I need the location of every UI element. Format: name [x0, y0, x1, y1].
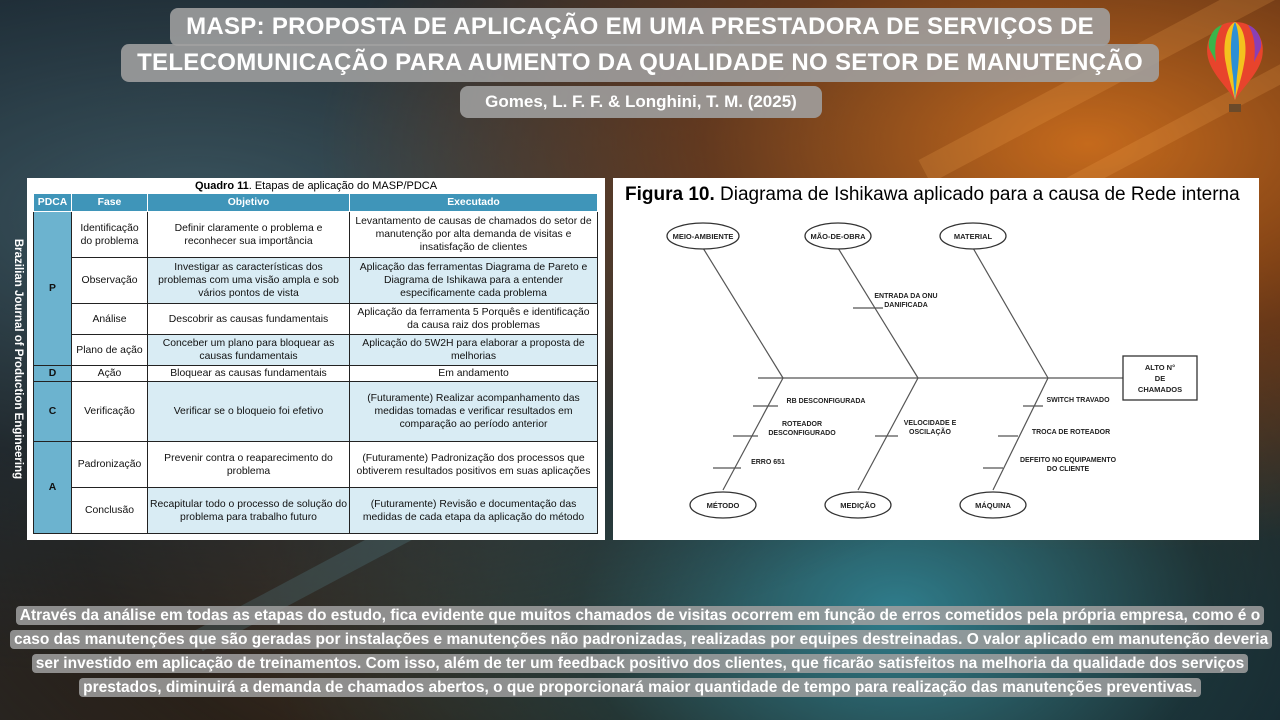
cause-rb: RB DESCONFIGURADA — [786, 398, 866, 405]
bone-material — [973, 248, 1048, 378]
cell-objetivo: Recapitular todo o processo de solução do problema para trabalho futuro — [148, 488, 350, 534]
category-metodo: MÉTODO — [706, 501, 740, 510]
cell-objetivo: Bloquear as causas fundamentais — [148, 366, 350, 382]
cell-executado: Em andamento — [350, 366, 598, 382]
cell-fase: Identificação do problema — [72, 212, 148, 258]
category-medicao: MEDIÇÃO — [840, 501, 876, 510]
masp-table-panel — [27, 178, 605, 540]
effect-line-2: DE — [1154, 374, 1166, 383]
table-row — [34, 382, 598, 442]
pdca-group-d: D — [34, 366, 72, 382]
cell-objetivo: Descobrir as causas fundamentais — [148, 304, 350, 335]
table-row — [34, 366, 598, 382]
header-objetivo: Objetivo — [148, 194, 350, 212]
cause-roteador-line1: ROTEADOR — [781, 421, 823, 428]
cell-objetivo: Investigar as características dos problemas com uma visão ampla e sob vários pontos de vista — [148, 258, 350, 304]
cause-onu-line2: DANIFICADA — [884, 302, 928, 309]
effect-line-1: ALTO N° — [1144, 363, 1176, 372]
table-row — [34, 304, 598, 335]
pdca-group-p: P — [34, 212, 72, 366]
cell-fase: Conclusão — [72, 488, 148, 534]
conclusion-paragraph: Através da análise em todas as etapas do estudo, fica evidente que muitos chamados de visitas ocorrem em função de erros cometidos pela própria empresa, como é o caso das manutenções que são geradas por instalações e manutenções não padronizadas, realizadas por equipes destreinadas. O valor aplicado em manutenção deveria ser investido em aplicação de treinamentos. Com isso, além de ter um feedback positivo dos clientes, que ficarão satisfeitos na melhoria da qualidade dos serviços prestados, diminuirá a demanda de chamados abertos, o que proporcionará maior quantidade de tempo para realização das manutenções preventivas. — [10, 606, 1272, 697]
title-line-2: TELECOMUNICAÇÃO PARA AUMENTO DA QUALIDADE NO SETOR DE MANUTENÇÃO — [121, 44, 1159, 82]
pdca-group-c: C — [34, 382, 72, 442]
journal-logo — [1200, 16, 1270, 126]
cell-executado: Aplicação das ferramentas Diagrama de Pareto e Diagrama de Ishikawa para a entender especificamente cada problema — [350, 258, 598, 304]
cell-executado: Levantamento de causas de chamados do setor de manutenção por alta demanda de visitas e insatisfação de clientes — [350, 212, 598, 258]
cell-executado: Aplicação da ferramenta 5 Porquês e identificação da causa raiz dos problemas — [350, 304, 598, 335]
conclusion-text — [10, 604, 1270, 700]
header-executado: Executado — [350, 194, 598, 212]
cell-executado: (Futuramente) Padronização dos processos que obtiverem resultados positivos em suas aplicações — [350, 442, 598, 488]
page-title — [0, 8, 1280, 82]
figure-title: Figura 10. Diagrama de Ishikawa aplicado para a causa de Rede interna — [625, 184, 1240, 205]
cause-onu-line1: ENTRADA DA ONU — [874, 293, 938, 300]
cell-fase: Observação — [72, 258, 148, 304]
table-row — [34, 442, 598, 488]
table-row — [34, 212, 598, 258]
journal-name-vertical: Brazilian Journal of Production Engineering — [12, 238, 24, 480]
cell-executado: (Futuramente) Revisão e documentação das medidas de cada etapa da aplicação do método — [350, 488, 598, 534]
table-row — [34, 335, 598, 366]
category-mao-de-obra: MÃO-DE-OBRA — [810, 232, 866, 241]
bone-mao-de-obra — [838, 248, 918, 378]
authors-label: Gomes, L. F. F. & Longhini, T. M. (2025) — [460, 86, 822, 118]
cause-velocidade-line1: VELOCIDADE E — [903, 420, 957, 427]
cell-objetivo: Definir claramente o problema e reconhecer sua importância — [148, 212, 350, 258]
header-fase: Fase — [72, 194, 148, 212]
cause-roteador-line2: DESCONFIGURADO — [768, 430, 836, 437]
table-row — [34, 488, 598, 534]
cause-troca-roteador: TROCA DE ROTEADOR — [1031, 429, 1111, 436]
effect-line-3: CHAMADOS — [1137, 385, 1183, 394]
cause-defeito-line2: DO CLIENTE — [1046, 466, 1090, 473]
cause-erro-651: ERRO 651 — [751, 459, 785, 466]
ishikawa-figure-panel — [613, 178, 1259, 540]
table-caption: Quadro 11. Etapas de aplicação do MASP/PDCA — [194, 180, 438, 192]
cell-fase: Plano de ação — [72, 335, 148, 366]
category-material: MATERIAL — [953, 232, 993, 241]
cell-fase: Padronização — [72, 442, 148, 488]
cell-objetivo: Conceber um plano para bloquear as causas fundamentais — [148, 335, 350, 366]
masp-pdca-table — [33, 193, 598, 534]
category-meio-ambiente: MEIO-AMBIENTE — [672, 232, 734, 241]
ishikawa-diagram — [613, 208, 1259, 538]
cell-objetivo: Verificar se o bloqueio foi efetivo — [148, 382, 350, 442]
bone-meio-ambiente — [703, 248, 783, 378]
category-maquina: MÁQUINA — [975, 501, 1011, 510]
cause-switch: SWITCH TRAVADO — [1046, 397, 1110, 404]
cell-fase: Ação — [72, 366, 148, 382]
pdca-group-a: A — [34, 442, 72, 534]
cell-fase: Verificação — [72, 382, 148, 442]
cell-executado: (Futuramente) Realizar acompanhamento das medidas tomadas e verificar resultados em comparação ao período anterior — [350, 382, 598, 442]
title-line-1: MASP: PROPOSTA DE APLICAÇÃO EM UMA PRESTADORA DE SERVIÇOS DE — [170, 8, 1110, 46]
cause-defeito-line1: DEFEITO NO EQUIPAMENTO — [1019, 457, 1117, 464]
cell-executado: Aplicação do 5W2H para elaborar a proposta de melhorias — [350, 335, 598, 366]
cell-fase: Análise — [72, 304, 148, 335]
cell-objetivo: Prevenir contra o reaparecimento do problema — [148, 442, 350, 488]
header-pdca: PDCA — [34, 194, 72, 212]
cause-velocidade-line2: OSCILAÇÃO — [909, 429, 951, 436]
table-header-row — [34, 194, 598, 212]
table-row — [34, 258, 598, 304]
